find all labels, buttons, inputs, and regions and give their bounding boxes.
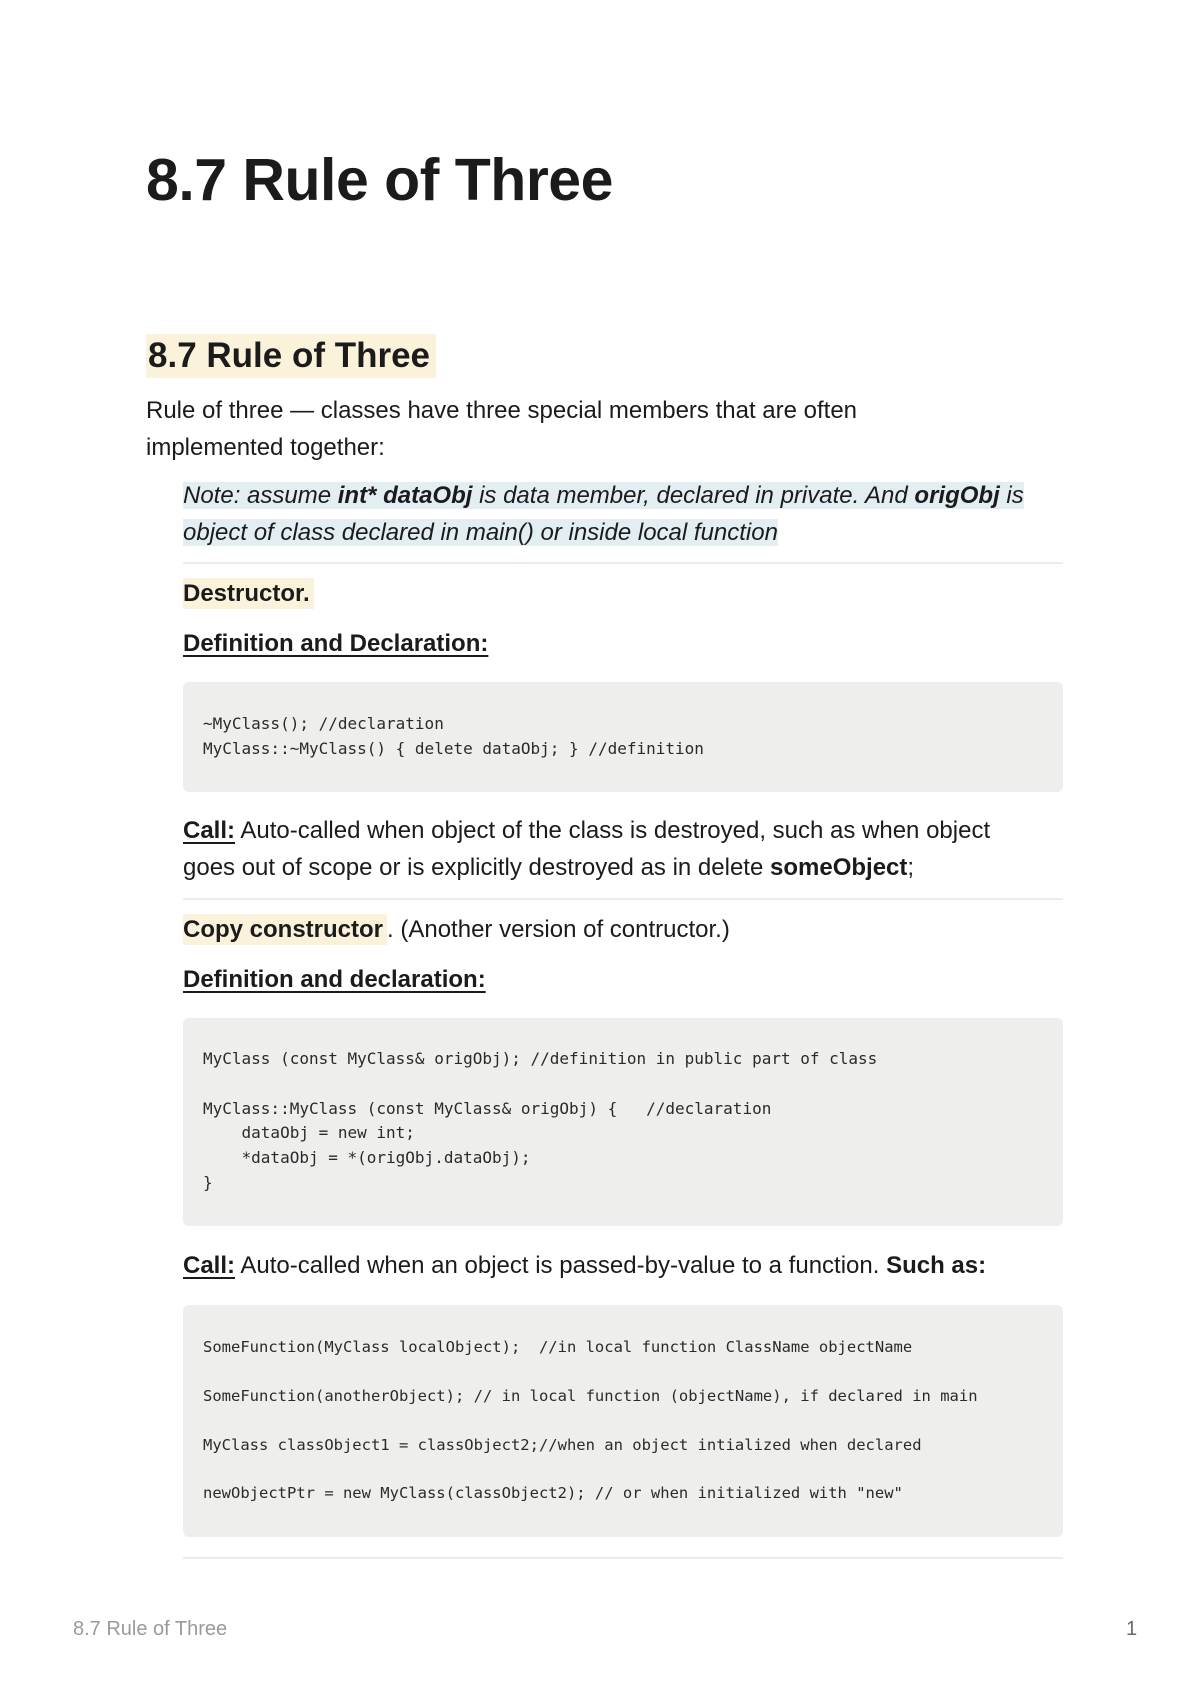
divider xyxy=(183,562,1063,564)
note-bold-dataobj: int* dataObj xyxy=(337,482,473,509)
destructor-call-paragraph: Call: Auto-called when object of the class is destroyed, such as when object goes out of scope or is explicitly destroyed as in delete someObject; xyxy=(183,817,991,881)
destructor-title: Destructor. xyxy=(183,580,1063,608)
copy-definition-heading: Definition and declaration: xyxy=(183,966,486,993)
page-title: 8.7 Rule of Three xyxy=(146,147,613,213)
note-text-1: Note: assume xyxy=(183,482,338,509)
call-label: Call: xyxy=(183,1252,236,1279)
footer-page-number: 1 xyxy=(1126,1618,1138,1640)
note-text-3: is object of class declared in main() or inside local function xyxy=(183,482,1024,546)
code-line: MyClass::MyClass (const MyClass& origObj) { //declaration xyxy=(203,1099,772,1118)
divider xyxy=(183,898,1063,900)
code-line: dataObj = new int; xyxy=(203,1123,415,1142)
code-line: MyClass classObject1 = classObject2;//when an object intialized when declared xyxy=(203,1436,922,1454)
copy-constructor-code-block xyxy=(183,1018,1063,1226)
destructor-definition-heading: Definition and Declaration: xyxy=(183,630,489,657)
divider xyxy=(183,1557,1063,1559)
call-label: Call: xyxy=(183,817,236,844)
code-line: *dataObj = *(origObj.dataObj); xyxy=(203,1148,531,1167)
code-line: MyClass::~MyClass() { delete dataObj; } //definition xyxy=(203,739,704,758)
code-line: MyClass (const MyClass& origObj); //definition in public part of class xyxy=(203,1049,878,1068)
section-title: 8.7 Rule of Three xyxy=(146,334,436,378)
code-line: SomeFunction(MyClass localObject); //in local function ClassName objectName xyxy=(203,1338,913,1356)
note-bold-origobj: origObj xyxy=(914,482,1000,509)
note-callout xyxy=(183,477,1063,551)
note-text-2: is data member, declared in private. And xyxy=(472,482,915,509)
copy-usage-code-block xyxy=(183,1305,1063,1537)
code-line: ~MyClass(); //declaration xyxy=(203,714,444,733)
destructor-code-block xyxy=(183,682,1063,792)
code-line: } xyxy=(203,1173,213,1192)
copy-constructor-title: Copy constructor . (Another version of contructor.) xyxy=(183,916,730,943)
code-line: newObjectPtr = new MyClass(classObject2); // or when initialized with "new" xyxy=(203,1484,903,1502)
intro-paragraph: Rule of three — classes have three special members that are often implemented together: xyxy=(146,397,858,461)
code-line: SomeFunction(anotherObject); // in local function (objectName), if declared in main xyxy=(203,1387,978,1405)
footer-title: 8.7 Rule of Three xyxy=(73,1618,228,1640)
copy-call-paragraph: Call: Auto-called when an object is passed-by-value to a function. Such as: xyxy=(183,1252,987,1279)
